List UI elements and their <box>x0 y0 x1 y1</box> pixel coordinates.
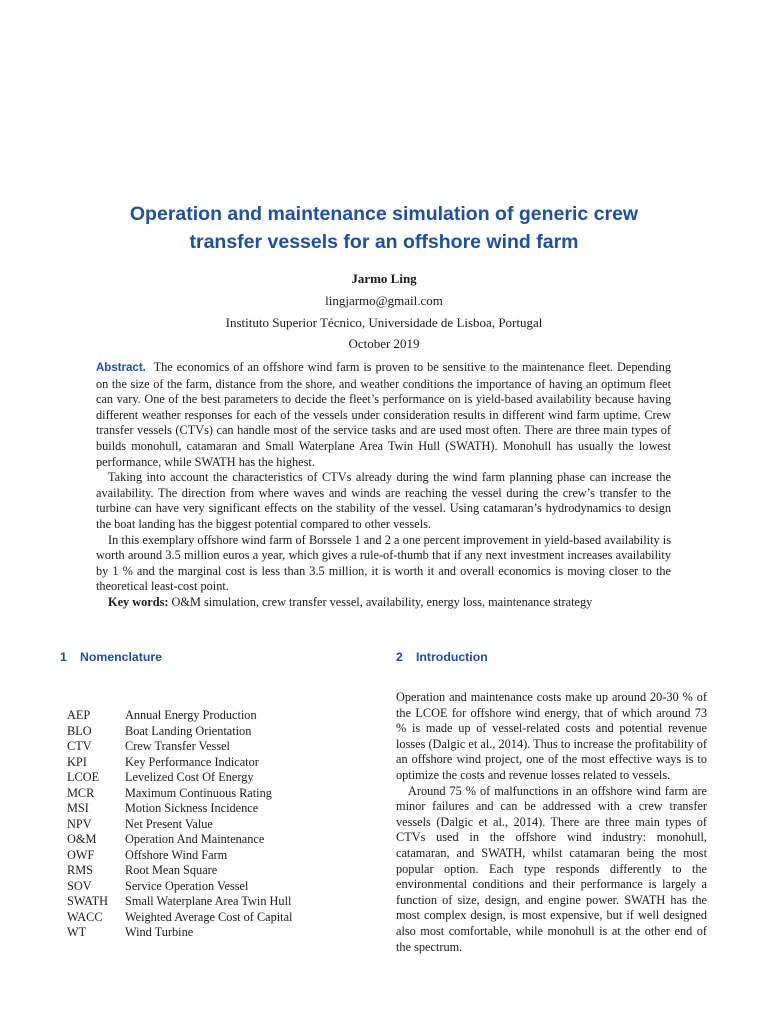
section-number: 1 <box>60 650 67 664</box>
nomenclature-definition: Weighted Average Cost of Capital <box>125 909 293 924</box>
nomenclature-abbr: MCR <box>67 785 95 800</box>
section-title: Introduction <box>416 650 488 664</box>
nomenclature-row <box>67 724 367 740</box>
keywords <box>96 595 671 611</box>
nomenclature-abbr: KPI <box>67 754 87 769</box>
nomenclature-abbr: SOV <box>67 878 92 893</box>
affiliation: Instituto Superior Técnico, Universidade de Lisboa, Portugal <box>225 315 543 330</box>
nomenclature-row <box>67 894 367 910</box>
nomenclature-row <box>67 910 367 926</box>
nomenclature-row <box>67 739 367 755</box>
nomenclature-abbr: MSI <box>67 801 89 815</box>
nomenclature-abbr: CTV <box>67 739 92 753</box>
nomenclature-abbr: SWATH <box>67 894 108 908</box>
nomenclature-row <box>67 770 367 786</box>
nomenclature-definition: Root Mean Square <box>125 863 218 877</box>
author-name: Jarmo Ling <box>351 271 417 286</box>
nomenclature-abbr: NPV <box>67 816 92 831</box>
nomenclature-row <box>67 863 367 879</box>
nomenclature-definition: Motion Sickness Incidence <box>125 801 259 815</box>
nomenclature-abbr: O&M <box>67 832 97 846</box>
title-line-2: transfer vessels for an offshore wind farm <box>189 231 579 253</box>
abstract-paragraph-1 <box>96 360 671 470</box>
nomenclature-definition: Crew Transfer Vessel <box>125 739 230 753</box>
nomenclature-row <box>67 801 367 817</box>
abstract-paragraph-3: In this exemplary offshore wind farm of Borssele 1 and 2 a one percent improvement in yield-based availability is worth around 3.5 million euros a year, which gives a rule-of-thumb that if any next investment increases availability by 1 % and the marginal cost is less than 3.5 million, it is worth it and overall economics is moving closer to the theoretical least-cost point. <box>96 532 671 594</box>
publication-date: October 2019 <box>348 336 420 351</box>
nomenclature-abbr: LCOE <box>67 770 100 784</box>
section-heading-nomenclature <box>60 650 162 664</box>
nomenclature-abbr: WT <box>67 925 87 939</box>
introduction-paragraph-2: Around 75 % of malfunctions in an offshore wind farm are minor failures and can be addressed with a crew transfer vessels (Dalgic et al., 2014). There are three main types of CTVs used in the offshore wind industry: monohull, catamaran, and SWATH, whilst catamaran being the most popular option. Each type responds differently to the environmental conditions and their performance is largely a function of size, design, and engine power. SWATH has the most complex design, is most expensive, but if well designed also most comfortable, while monohull is at the other end of the spectrum. <box>396 783 707 954</box>
nomenclature-row <box>67 708 367 724</box>
keywords-text: O&M simulation, crew transfer vessel, availability, energy loss, maintenance strategy <box>171 594 593 609</box>
paper-title <box>60 200 708 256</box>
section-number: 2 <box>396 650 403 664</box>
nomenclature-definition: Offshore Wind Farm <box>125 847 228 862</box>
nomenclature-row <box>67 925 367 941</box>
nomenclature-row <box>67 755 367 771</box>
nomenclature-definition: Maximum Continuous Rating <box>125 785 272 800</box>
keywords-label: Key words: <box>108 594 169 609</box>
introduction-paragraph-1: Operation and maintenance costs make up around 20-30 % of the LCOE for offshore wind energy, that of which around 73 % is made up of vessel-related costs and potential revenue losses (Dalgic et al., 2014). Thus to increase the profitability of an offshore wind project, one of the most effective ways is to optimize the costs and revenue losses related to vessels. <box>396 690 707 782</box>
introduction-body <box>396 690 707 955</box>
nomenclature-row <box>67 817 367 833</box>
nomenclature-abbr: AEP <box>67 708 91 722</box>
nomenclature-list <box>67 708 367 941</box>
abstract-label: Abstract. <box>96 362 146 374</box>
section-title: Nomenclature <box>80 650 163 664</box>
nomenclature-row <box>67 879 367 895</box>
nomenclature-definition: Boat Landing Orientation <box>125 723 252 738</box>
nomenclature-definition: Small Waterplane Area Twin Hull <box>125 894 292 908</box>
nomenclature-definition: Annual Energy Production <box>125 708 257 722</box>
nomenclature-abbr: OWF <box>67 847 95 862</box>
nomenclature-abbr: BLO <box>67 723 92 738</box>
nomenclature-definition: Service Operation Vessel <box>125 878 249 893</box>
nomenclature-definition: Levelized Cost Of Energy <box>125 770 254 784</box>
nomenclature-row <box>67 848 367 864</box>
abstract-paragraph-2: Taking into account the characteristics of CTVs already during the wind farm planning phase can increase the availability. The direction from where waves and winds are reaching the vessel during the crew’s transfer to the turbine can have very significant effects on the stability of the vessel. Using catamaran’s hydrodynamics to design the boat landing has the biggest potential compared to other vessels. <box>96 470 671 531</box>
nomenclature-row <box>67 832 367 848</box>
abstract-text-1: The economics of an offshore wind farm is proven to be sensitive to the maintenance fleet. Depending on the size of the farm, distance from the shore, and weather conditions the importance of having an optimum fleet can vary. One of the best parameters to decide the fleet’s performance on is yield-based availability because having different weather responses for each of the vessels under consideration results in different wind farm uptime. Crew transfer vessels (CTVs) can handle most of the service tasks and are used most often. There are three main types of builds monohull, catamaran and Small Waterplane Area Twin Hull (SWATH). Monohull has usually the lowest performance, while SWATH has the highest. <box>96 360 671 469</box>
nomenclature-row <box>67 786 367 802</box>
nomenclature-abbr: WACC <box>67 909 103 924</box>
nomenclature-definition: Net Present Value <box>125 816 213 831</box>
nomenclature-definition: Key Performance Indicator <box>125 754 259 769</box>
nomenclature-definition: Wind Turbine <box>125 925 194 939</box>
author-email[interactable]: lingjarmo@gmail.com <box>325 293 443 308</box>
section-heading-introduction <box>396 650 488 664</box>
nomenclature-abbr: RMS <box>67 863 93 877</box>
nomenclature-definition: Operation And Maintenance <box>125 832 265 846</box>
abstract <box>96 360 671 611</box>
title-line-1: Operation and maintenance simulation of generic crew <box>129 203 639 225</box>
